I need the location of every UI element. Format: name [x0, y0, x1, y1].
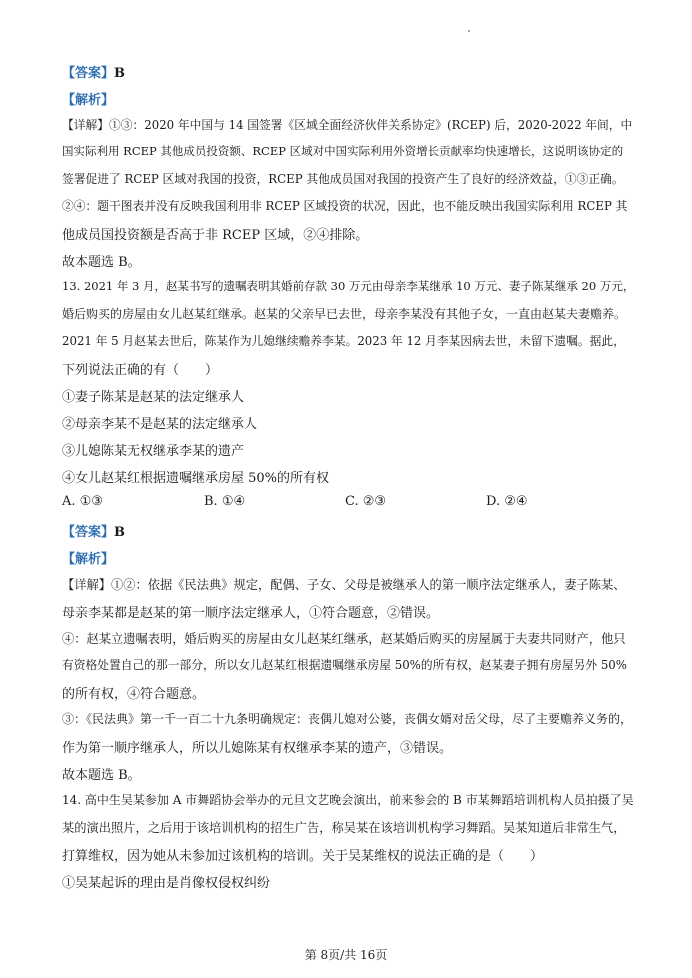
answer-value: B [114, 525, 126, 540]
q14-stem-line: 14. 高中生吴某参加 A 市舞蹈协会举办的元旦文艺晚会演出，前来参会的 B 市某舞蹈培训机构人员拍摄了吴 [62, 793, 634, 807]
q13-detail-line: 母亲李某都是赵某的第一顺序法定继承人，①符合题意，②错误。 [62, 606, 440, 621]
answer-value: B [114, 66, 126, 81]
q13-option-c: C. ②③ [345, 494, 387, 509]
q12-detail-line: 【详解】①③：2020 年中国与 14 国签署《区域全面经济伙伴关系协定》(RCEP) 后，2020-2022 年间，中 [62, 118, 633, 132]
q13-detail-line: 【详解】①②：依据《民法典》规定，配偶、子女、父母是被继承人的第一顺序法定继承人，妻子陈某、 [62, 578, 626, 592]
q13-stem-line: 2021 年 5 月赵某去世后，陈某作为儿媳继续赡养李某。2023 年 12 月李某因病去世，未留下遗嘱。据此， [62, 334, 625, 348]
page-number: 第 8页/共 16页 [304, 948, 388, 962]
q13-analysis-tag: 【解析】 [62, 552, 115, 567]
q14-statement: ①吴某起诉的理由是肖像权侵权纠纷 [62, 876, 271, 891]
q13-detail-line: ③：《民法典》第一千一百二十九条明确规定：丧偶儿媳对公婆，丧偶女婿对岳父母，尽了主要赡养义务的， [62, 712, 633, 726]
q13-detail-line: 有资格处置自己的那一部分，所以女儿赵某红根据遗嘱继承房屋 50%的所有权，赵某妻子拥有房屋另外 50% [62, 658, 627, 672]
q13-stem-line: 下列说法正确的有（ ） [62, 363, 219, 378]
q12-analysis-tag: 【解析】 [62, 93, 115, 108]
q13-stem-line: 13. 2021 年 3 月，赵某书写的遗嘱表明其婚前存款 30 万元由母亲李某继承 10 万元、妻子陈某继承 20 万元， [62, 279, 635, 293]
q13-conclusion: 故本题选 B。 [62, 768, 141, 783]
q14-stem-line: 某的演出照片，之后用于该培训机构的招生广告，称吴某在该培训机构学习舞蹈。吴某知道后非常生气， [62, 821, 626, 835]
q13-detail-line: 的所有权，④符合题意。 [62, 687, 206, 702]
scan-dot [468, 30, 470, 32]
q13-detail-line: ④：赵某立遗嘱表明，婚后购买的房屋由女儿赵某红继承，赵某婚后购买的房屋属于夫妻共同财产，他只 [62, 632, 626, 646]
q13-statement: ②母亲李某不是赵某的法定继承人 [62, 417, 258, 432]
q13-option-d: D. ②④ [486, 494, 528, 509]
q13-stem-line: 婚后购买的房屋由女儿赵某红继承。赵某的父亲早已去世，母亲李某没有其他子女，一直由赵某夫妻赡养。 [62, 307, 627, 321]
q12-detail-line: 他成员国投资额是否高于非 RCEP 区域，②④排除。 [62, 228, 369, 243]
q13-option-b: B. ①④ [204, 494, 246, 509]
q13-statement: ④女儿赵某红根据遗嘱继承房屋 50%的所有权 [62, 471, 330, 486]
q14-stem-line: 打算维权，因为她从未参加过该机构的培训。关于吴某维权的说法正确的是（ ） [62, 849, 544, 864]
q13-statement: ①妻子陈某是赵某的法定继承人 [62, 390, 245, 405]
q12-detail-line: 国实际利用 RCEP 其他成员投资额、RCEP 区域对中国实际利用外资增长贡献率均快速增长，这说明该协定的 [62, 144, 624, 158]
q13-option-a: A. ①③ [62, 494, 103, 509]
q13-statement: ③儿媳陈某无权继承李某的遗产 [62, 444, 245, 459]
answer-tag: 【答案】 [62, 66, 115, 81]
q12-answer [62, 62, 125, 81]
q13-detail-line: 作为第一顺序继承人，所以儿媳陈某有权继承李某的遗产，③错误。 [62, 741, 453, 756]
answer-tag: 【答案】 [62, 525, 115, 540]
q12-detail-line: 签署促进了 RCEP 区域对我国的投资，RCEP 其他成员国对我国的投资产生了良好的经济效益，①③正确。 [62, 172, 624, 186]
q13-answer [62, 521, 125, 540]
q12-conclusion: 故本题选 B。 [62, 255, 141, 270]
q12-detail-line: ②④：题干图表并没有反映我国利用非 RCEP 区域投资的状况，因此，也不能反映出我国实际利用 RCEP 其 [62, 199, 628, 213]
